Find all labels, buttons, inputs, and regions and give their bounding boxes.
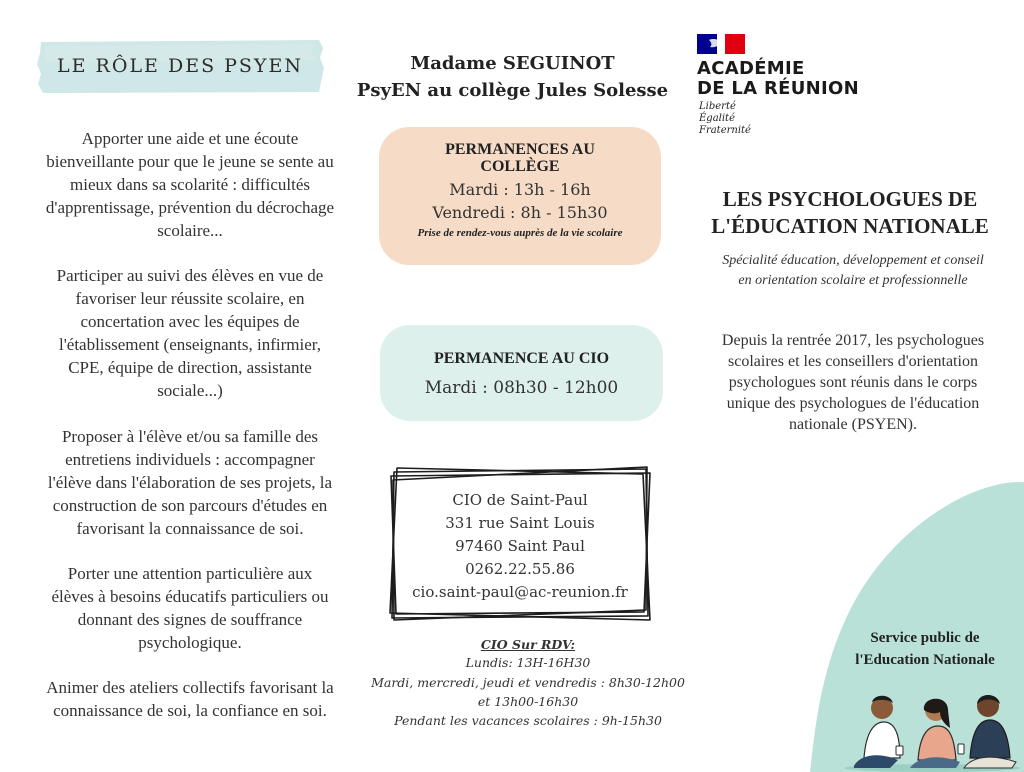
service-public-line-2: l'Education Nationale bbox=[855, 652, 995, 668]
intro-paragraph bbox=[700, 330, 1006, 435]
text-line: entretiens individuels : accompagner bbox=[65, 450, 315, 469]
text-line: connaissance de soi, la confiance en soi. bbox=[53, 701, 327, 720]
text-line: scolaire... bbox=[157, 221, 223, 240]
academy-name-2: DE LA RÉUNION bbox=[697, 78, 859, 99]
cio-city: 97460 Saint Paul bbox=[455, 537, 585, 555]
devise-egalite: Égalité bbox=[699, 113, 735, 124]
left-paragraph-1 bbox=[14, 127, 366, 242]
cio-name: CIO de Saint-Paul bbox=[452, 491, 588, 509]
role-title: LE RÔLE DES PSYEN bbox=[57, 55, 303, 77]
psyen-role: PsyEN au collège Jules Solesse bbox=[356, 80, 669, 101]
text-line: Participer au suivi des élèves en vue de bbox=[56, 266, 324, 285]
rdv-line-3: et 13h00-16h30 bbox=[477, 694, 579, 709]
cio-slot: Mardi : 08h30 - 12h00 bbox=[424, 378, 619, 398]
academy-name-1: ACADÉMIE bbox=[697, 58, 805, 79]
left-paragraph-4 bbox=[14, 562, 366, 654]
service-public-line-1: Service public de bbox=[870, 630, 980, 646]
text-line: Porter une attention particulière aux bbox=[67, 564, 313, 583]
college-slot-2: Vendredi : 8h - 15h30 bbox=[432, 203, 608, 222]
text-line: psychologues sont réunis dans le corps bbox=[728, 374, 978, 391]
cio-street: 331 rue Saint Louis bbox=[445, 514, 595, 532]
college-slot-1: Mardi : 13h - 16h bbox=[449, 180, 591, 199]
college-note: Prise de rendez-vous auprès de la vie scolaire bbox=[417, 227, 623, 239]
text-line: Animer des ateliers collectifs favorisant la bbox=[46, 678, 334, 697]
left-paragraph-5 bbox=[14, 676, 366, 722]
left-paragraph-3 bbox=[14, 425, 366, 540]
text-line: l'établissement (enseignants, infirmier, bbox=[58, 335, 322, 354]
text-line: sociale...) bbox=[157, 381, 223, 400]
college-hours-box bbox=[379, 127, 661, 265]
cio-hours-box bbox=[380, 325, 663, 421]
text-line: concertation avec les équipes de bbox=[80, 312, 300, 331]
cio-box-title: PERMANENCE AU CIO bbox=[433, 350, 610, 367]
text-line: nationale (PSYEN). bbox=[789, 416, 917, 433]
devise-liberte: Liberté bbox=[699, 101, 736, 112]
text-line: Apporter une aide et une écoute bbox=[81, 129, 299, 148]
text-line: construction de son parcours d'études en bbox=[52, 496, 328, 515]
brochure-title-2: L'ÉDUCATION NATIONALE bbox=[711, 214, 989, 238]
cio-phone: 0262.22.55.86 bbox=[465, 560, 575, 578]
rdv-line-2: Mardi, mercredi, jeudi et vendredis : 8h30-12h00 bbox=[371, 675, 685, 690]
text-line: mieux dans sa scolarité : difficultés bbox=[70, 175, 310, 194]
text-line: élèves à besoins éducatifs particuliers ou bbox=[51, 587, 329, 606]
cio-email[interactable]: cio.saint-paul@ac-reunion.fr bbox=[412, 583, 628, 601]
text-line: CPE, équipe de direction, assistante bbox=[68, 358, 312, 377]
students-illustration bbox=[840, 688, 1024, 772]
brochure-title-1: LES PSYCHOLOGUES DE bbox=[722, 187, 978, 211]
text-line: d'apprentissage, prévention du décrochage bbox=[45, 198, 335, 217]
text-line: l'élève dans l'élaboration de ses projets, la bbox=[47, 473, 333, 492]
rdv-line-4: Pendant les vacances scolaires : 9h-15h30 bbox=[394, 713, 662, 728]
text-line: bienveillante pour que le jeune se sente au bbox=[46, 152, 334, 171]
psyen-name: Madame SEGUINOT bbox=[410, 53, 615, 74]
text-line: psychologique. bbox=[138, 633, 242, 652]
text-line: donnant des signes de souffrance bbox=[77, 610, 303, 629]
left-paragraph-2 bbox=[14, 264, 366, 402]
college-box-title-1: PERMANENCES AU bbox=[445, 141, 595, 158]
college-box-title-2: COLLÈGE bbox=[480, 158, 560, 175]
devise-fraternite: Fraternité bbox=[699, 125, 751, 136]
brochure-subtitle-2: en orientation scolaire et professionnelle bbox=[738, 273, 968, 288]
text-line: Proposer à l'élève et/ou sa famille des bbox=[61, 427, 319, 446]
text-line: favoriser leur réussite scolaire, en bbox=[75, 289, 305, 308]
rdv-title: CIO Sur RDV: bbox=[480, 637, 576, 652]
text-line: favorisant la connaissance de soi. bbox=[76, 519, 304, 538]
text-line: scolaires et les conseillers d'orientation bbox=[728, 353, 978, 370]
brochure-subtitle-1: Spécialité éducation, développement et conseil bbox=[722, 253, 984, 268]
text-line: Depuis la rentrée 2017, les psychologues bbox=[721, 332, 985, 349]
rdv-line-1: Lundis: 13H-16H30 bbox=[465, 655, 591, 670]
republic-flag-icon bbox=[697, 34, 745, 54]
text-line: unique des psychologues de l'éducation bbox=[726, 395, 980, 412]
